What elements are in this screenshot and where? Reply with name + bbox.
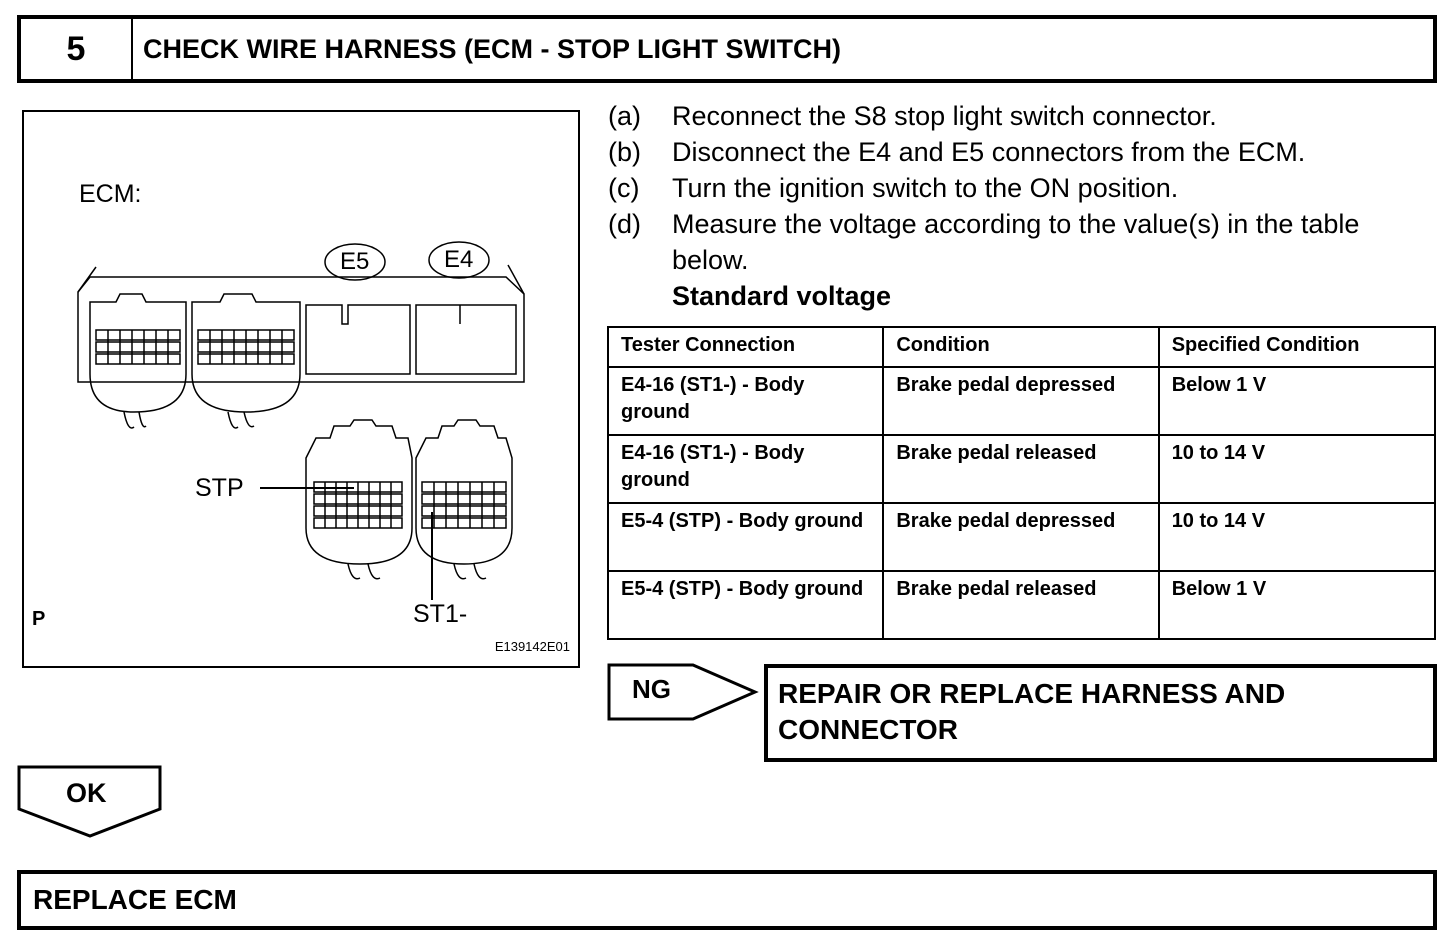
table-cell: Below 1 V	[1159, 571, 1435, 639]
final-action-box: REPLACE ECM	[17, 870, 1437, 930]
ecm-label: ECM:	[79, 180, 142, 208]
instruction-item	[608, 98, 1438, 134]
instruction-letter: (a)	[608, 101, 641, 131]
instruction-text: Disconnect the E4 and E5 connectors from the ECM.	[672, 137, 1306, 167]
stp-label: STP	[195, 474, 244, 502]
instruction-item	[608, 134, 1438, 170]
table-header-row	[608, 327, 1435, 367]
e4-connector-pins	[422, 482, 506, 528]
e4-label: E4	[444, 246, 474, 273]
e5-label: E5	[340, 248, 370, 275]
table-row	[608, 435, 1435, 503]
instruction-list	[608, 98, 1438, 314]
ng-action-box: REPAIR OR REPLACE HARNESS AND CONNECTOR	[764, 664, 1437, 762]
ok-label: OK	[66, 778, 107, 808]
step-header	[17, 15, 1437, 83]
instruction-text: Turn the ignition switch to the ON position.	[672, 173, 1179, 203]
ecm-connector-diagram	[22, 110, 580, 668]
voltage-spec-table	[607, 326, 1436, 640]
ecm-middle-pins	[198, 330, 294, 364]
instruction-letter: (d)	[608, 209, 641, 239]
figure-id: E139142E01	[494, 639, 570, 654]
table-row	[608, 367, 1435, 435]
ecm-left-pins	[96, 330, 180, 364]
instruction-text: Reconnect the S8 stop light switch connector.	[672, 101, 1217, 131]
ecm-e5-socket	[306, 305, 410, 374]
column-header: Tester Connection	[608, 327, 883, 367]
table-cell: Brake pedal released	[883, 435, 1158, 503]
ecm-e4-socket	[416, 305, 516, 374]
instruction-item	[608, 206, 1438, 278]
table-row	[608, 571, 1435, 639]
table-cell: Below 1 V	[1159, 367, 1435, 435]
step-title: CHECK WIRE HARNESS (ECM - STOP LIGHT SWITCH)	[143, 33, 842, 64]
table-row	[608, 503, 1435, 571]
ecm-left-connector	[90, 294, 186, 412]
table-cell: E5-4 (STP) - Body ground	[608, 571, 883, 639]
table-cell: 10 to 14 V	[1159, 503, 1435, 571]
ng-arrow-icon[interactable]	[607, 663, 759, 721]
instruction-item	[608, 170, 1438, 206]
corner-label: P	[32, 608, 46, 630]
table-cell: Brake pedal depressed	[883, 367, 1158, 435]
table-cell: E5-4 (STP) - Body ground	[608, 503, 883, 571]
table-cell: Brake pedal depressed	[883, 503, 1158, 571]
instruction-text: Measure the voltage according to the value(s) in the table below.	[672, 209, 1360, 275]
st1-label: ST1-	[413, 600, 468, 628]
table-cell: E4-16 (ST1-) - Body ground	[608, 367, 883, 435]
step-number: 5	[21, 19, 133, 79]
table-cell: 10 to 14 V	[1159, 435, 1435, 503]
instruction-letter: (b)	[608, 137, 641, 167]
column-header: Condition	[883, 327, 1158, 367]
table-cell: E4-16 (ST1-) - Body ground	[608, 435, 883, 503]
table-cell: Brake pedal released	[883, 571, 1158, 639]
column-header: Specified Condition	[1159, 327, 1435, 367]
standard-voltage-heading: Standard voltage	[672, 281, 892, 311]
instruction-letter: (c)	[608, 173, 640, 203]
ng-label: NG	[632, 674, 671, 704]
